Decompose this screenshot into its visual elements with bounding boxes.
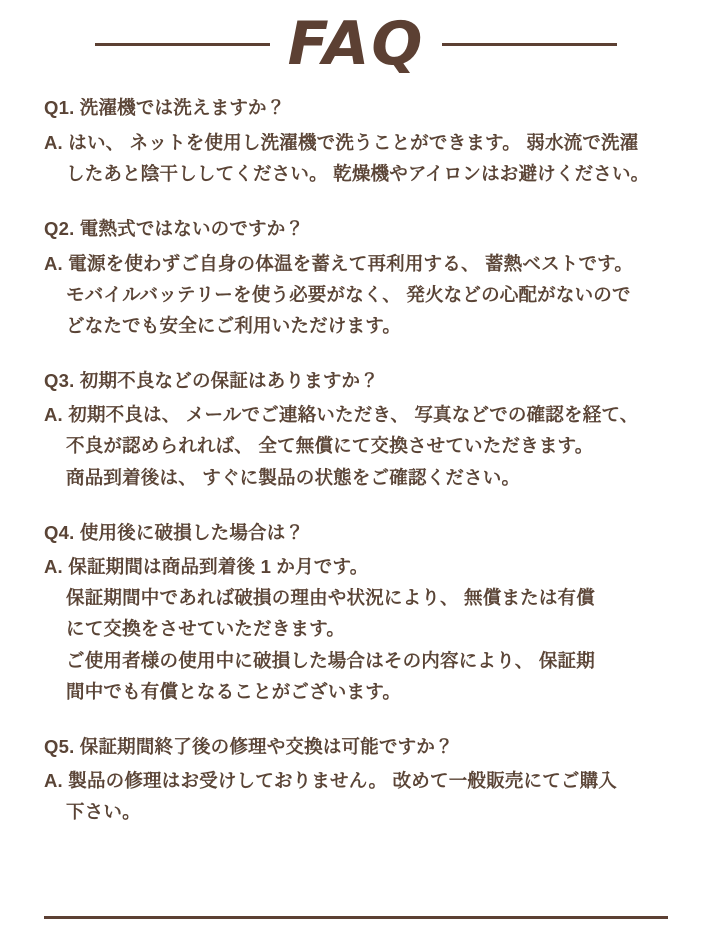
faq-answer-line: したあと陰干ししてください。 乾燥機やアイロンはお避けください。 xyxy=(66,162,650,184)
faq-answer-line: 保証期間中であれば破損の理由や状況により、 無償または有償 xyxy=(66,587,595,609)
faq-item xyxy=(44,94,668,189)
faq-answer-line: 不良が認められれば、 全て無償にて交換させていただきます。 xyxy=(66,435,594,457)
faq-answer-line: A. 初期不良は、 メールでご連絡いただき、 写真などでの確認を経て、 xyxy=(44,404,639,426)
faq-answer-line: にて交換をさせていただきます。 xyxy=(66,618,346,640)
faq-list xyxy=(44,94,668,828)
page-header xyxy=(44,0,668,82)
faq-question: Q4. 使用後に破損した場合は？ xyxy=(44,521,305,543)
faq-question: Q2. 電熱式ではないのですか？ xyxy=(44,217,305,239)
faq-item xyxy=(44,733,668,828)
faq-answer-line: ご使用者様の使用中に破損した場合はその内容により、 保証期 xyxy=(66,649,595,671)
faq-answer-line: A. 製品の修理はお受けしておりません。 改めて一般販売にてご購入 xyxy=(44,770,617,792)
faq-answer-line: 商品到着後は、 すぐに製品の状態をご確認ください。 xyxy=(66,466,521,488)
faq-answer xyxy=(44,765,668,827)
faq-answer-line: A. 電源を使わずご自身の体温を蓄えて再利用する、 蓄熱ベストです。 xyxy=(44,252,634,274)
faq-question: Q1. 洗濯機では洗えますか？ xyxy=(44,97,286,118)
faq-question: Q3. 初期不良などの保証はありますか？ xyxy=(44,369,379,391)
faq-answer xyxy=(44,127,668,189)
header-rule-right xyxy=(442,43,617,46)
faq-item xyxy=(44,215,668,341)
header-rule-left xyxy=(95,43,270,46)
faq-answer-line: 下さい。 xyxy=(66,801,141,823)
faq-answer-line: どなたでも安全にご利用いただけます。 xyxy=(66,314,402,336)
faq-answer-line: 間中でも有償となることがございます。 xyxy=(66,680,402,702)
faq-answer xyxy=(44,248,668,341)
faq-answer xyxy=(44,399,668,492)
faq-answer xyxy=(44,551,668,706)
footer-rule xyxy=(44,916,668,919)
faq-item xyxy=(44,519,668,707)
faq-answer-line: モバイルバッテリーを使う必要がなく、 発火などの心配がないので xyxy=(66,283,631,305)
faq-item xyxy=(44,367,668,493)
faq-answer-line: A. 保証期間は商品到着後 1 か月です。 xyxy=(44,556,369,578)
faq-answer-line: A. はい、 ネットを使用し洗濯機で洗うことができます。 弱水流で洗濯 xyxy=(44,131,639,153)
page-title: FAQ xyxy=(287,9,425,79)
faq-question: Q5. 保証期間終了後の修理や交換は可能ですか？ xyxy=(44,735,454,757)
